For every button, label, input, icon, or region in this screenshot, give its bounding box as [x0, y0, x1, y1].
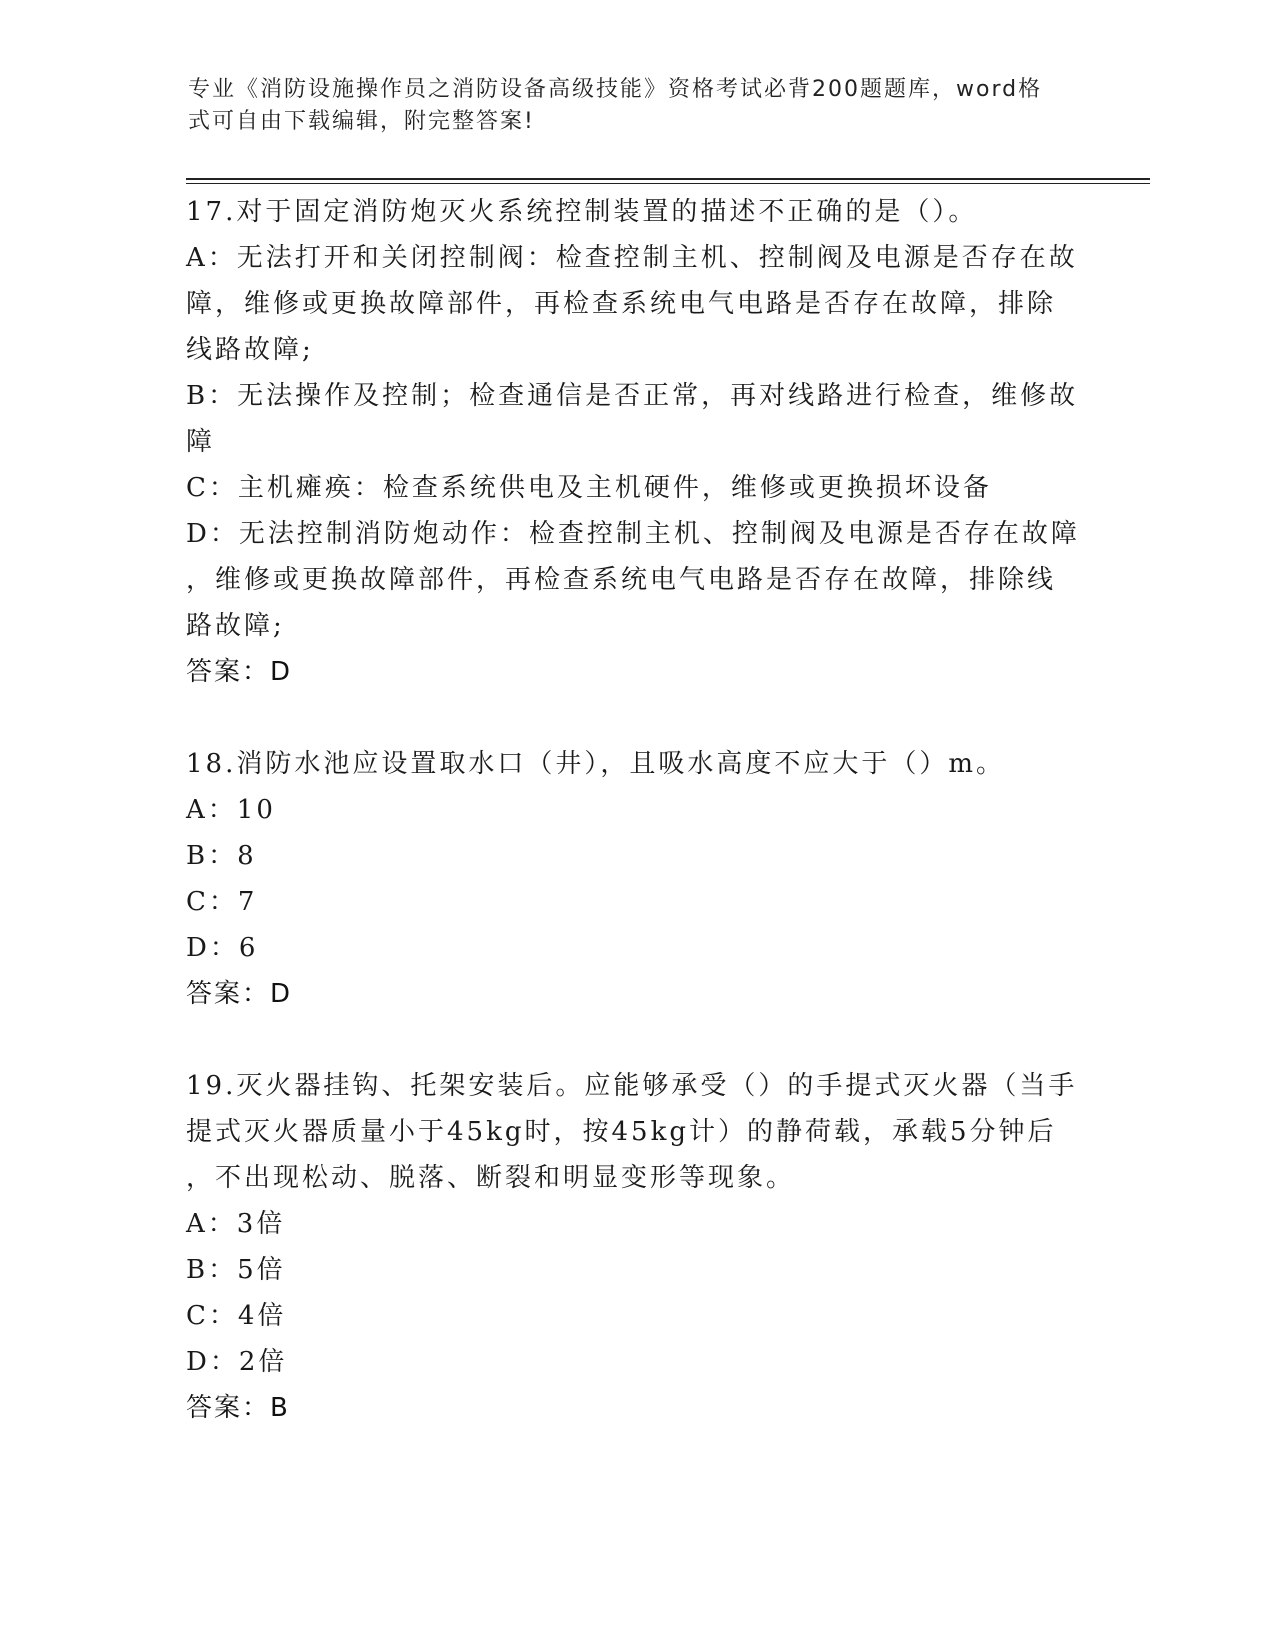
header-divider-thick: [186, 178, 1150, 180]
option-line: A：无法打开和关闭控制阀：检查控制主机、控制阀及电源是否存在故: [186, 243, 1078, 273]
option-line: 线路故障;: [186, 335, 314, 365]
question-19: [186, 1063, 1086, 1431]
option-c: [186, 465, 1086, 511]
answer-line: 答案：D: [186, 979, 293, 1009]
option-a: [186, 235, 1086, 373]
option-c: C：4倍: [186, 1301, 287, 1331]
question-stem: ，不出现松动、脱落、断裂和明显变形等现象。: [186, 1163, 796, 1193]
question-18: [186, 741, 1086, 1017]
question-list: [186, 189, 1086, 1431]
header-divider-thin: [186, 183, 1150, 184]
option-line: D：无法控制消防炮动作：检查控制主机、控制阀及电源是否存在故障: [186, 519, 1080, 549]
question-17: [186, 189, 1086, 695]
option-d: D：6: [186, 933, 259, 963]
option-line: 路故障;: [186, 611, 285, 641]
option-line: B：无法操作及控制；检查通信是否正常，再对线路进行检查，维修故: [186, 381, 1079, 411]
option-b: B：5倍: [186, 1255, 286, 1285]
header-line-1: 专业《消防设施操作员之消防设备高级技能》资格考试必背200题题库，word格: [188, 77, 1043, 102]
answer-line: 答案：D: [186, 657, 293, 687]
option-a: A：10: [186, 795, 276, 825]
document-header: [188, 74, 1068, 138]
option-d: [186, 511, 1086, 649]
option-line: ，维修或更换故障部件，再检查系统电气电路是否存在故障，排除线: [186, 565, 1057, 595]
option-line: 障: [186, 427, 216, 457]
option-b: [186, 373, 1086, 465]
header-line-2: 式可自由下载编辑，附完整答案!: [188, 109, 535, 134]
option-line: 障，维修或更换故障部件，再检查系统电气电路是否存在故障，排除: [186, 289, 1057, 319]
option-line: C：主机瘫痪：检查系统供电及主机硬件，维修或更换损坏设备: [186, 473, 992, 503]
question-stem: 提式灭火器质量小于45kg时，按45kg计）的静荷载，承载5分钟后: [186, 1117, 1057, 1147]
question-stem: 18.消防水池应设置取水口（井），且吸水高度不应大于（）m。: [186, 749, 1006, 779]
question-stem: 17.对于固定消防炮灭火系统控制装置的描述不正确的是（）。: [186, 197, 978, 227]
option-d: D：2倍: [186, 1347, 288, 1377]
option-a: A：3倍: [186, 1209, 286, 1239]
answer-line: 答案：B: [186, 1393, 290, 1423]
option-c: C：7: [186, 887, 258, 917]
option-b: B：8: [186, 841, 257, 871]
question-stem: 19.灭火器挂钩、托架安装后。应能够承受（）的手提式灭火器（当手: [186, 1071, 1078, 1101]
